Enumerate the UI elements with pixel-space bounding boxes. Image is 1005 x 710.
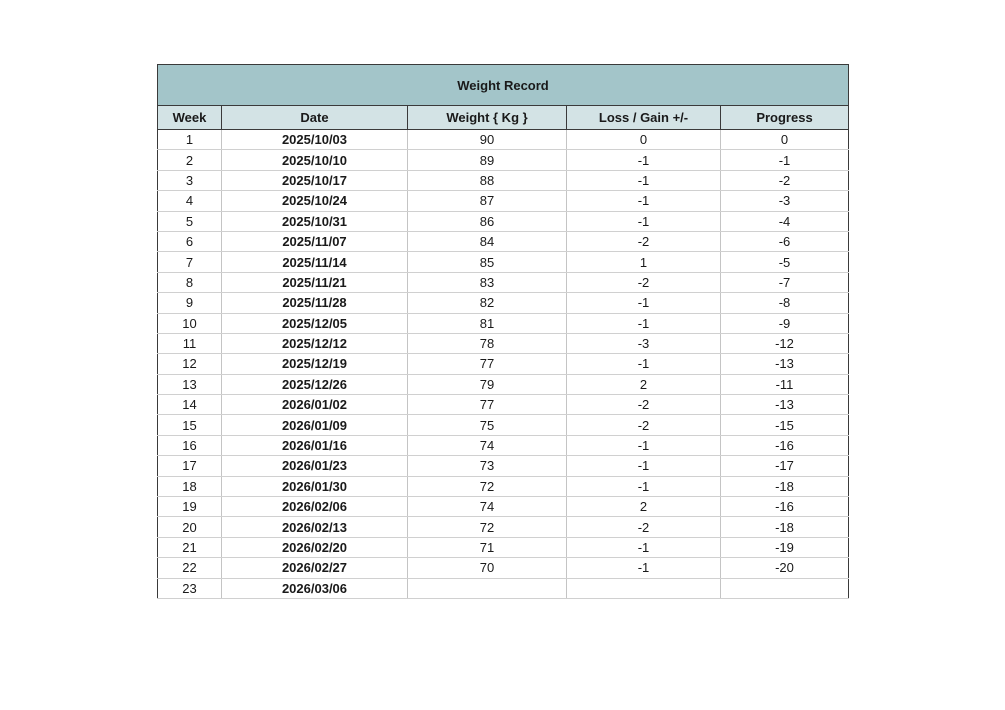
weight-cell: 82 [408, 293, 567, 313]
date-cell: 2025/11/07 [222, 231, 408, 251]
loss-gain-cell: -2 [567, 231, 721, 251]
week-cell: 21 [158, 537, 222, 557]
weight-cell: 85 [408, 252, 567, 272]
weight-record-sheet [157, 64, 848, 599]
date-cell: 2025/12/05 [222, 313, 408, 333]
table-row [158, 435, 849, 455]
week-cell: 14 [158, 395, 222, 415]
table-row [158, 395, 849, 415]
loss-gain-cell: -2 [567, 395, 721, 415]
week-cell: 13 [158, 374, 222, 394]
week-cell: 7 [158, 252, 222, 272]
date-cell: 2026/01/30 [222, 476, 408, 496]
table-body [158, 130, 849, 599]
week-cell: 19 [158, 497, 222, 517]
table-row [158, 272, 849, 292]
loss-gain-cell: -1 [567, 476, 721, 496]
week-cell: 4 [158, 191, 222, 211]
weight-cell: 84 [408, 231, 567, 251]
weight-cell: 78 [408, 333, 567, 353]
date-cell: 2025/10/10 [222, 150, 408, 170]
table-row [158, 313, 849, 333]
date-cell: 2026/01/02 [222, 395, 408, 415]
weight-cell: 81 [408, 313, 567, 333]
week-cell: 1 [158, 130, 222, 150]
week-cell: 2 [158, 150, 222, 170]
weight-cell: 74 [408, 497, 567, 517]
week-cell: 9 [158, 293, 222, 313]
table-row [158, 456, 849, 476]
progress-cell: -16 [721, 435, 849, 455]
weight-cell: 71 [408, 537, 567, 557]
date-cell: 2025/10/24 [222, 191, 408, 211]
table-row [158, 497, 849, 517]
progress-cell: -7 [721, 272, 849, 292]
loss-gain-cell [567, 578, 721, 598]
week-cell: 16 [158, 435, 222, 455]
loss-gain-cell: 2 [567, 497, 721, 517]
week-cell: 3 [158, 170, 222, 190]
week-cell: 8 [158, 272, 222, 292]
loss-gain-cell: -2 [567, 415, 721, 435]
weight-cell [408, 578, 567, 598]
table-row [158, 476, 849, 496]
loss-gain-cell: -1 [567, 150, 721, 170]
weight-cell: 89 [408, 150, 567, 170]
weight-cell: 83 [408, 272, 567, 292]
date-cell: 2025/11/21 [222, 272, 408, 292]
header-row [158, 106, 849, 130]
date-cell: 2025/10/31 [222, 211, 408, 231]
progress-cell: -11 [721, 374, 849, 394]
weight-cell: 90 [408, 130, 567, 150]
progress-cell: -12 [721, 333, 849, 353]
table-row [158, 293, 849, 313]
week-cell: 12 [158, 354, 222, 374]
table-row [158, 415, 849, 435]
progress-cell: -3 [721, 191, 849, 211]
week-cell: 15 [158, 415, 222, 435]
progress-cell: -19 [721, 537, 849, 557]
weight-cell: 70 [408, 558, 567, 578]
date-cell: 2025/10/03 [222, 130, 408, 150]
progress-cell: -2 [721, 170, 849, 190]
title-row [158, 65, 849, 106]
progress-cell: -15 [721, 415, 849, 435]
table-row [158, 252, 849, 272]
table-row [158, 354, 849, 374]
loss-gain-cell: -1 [567, 456, 721, 476]
weight-cell: 87 [408, 191, 567, 211]
date-cell: 2026/02/20 [222, 537, 408, 557]
weight-cell: 88 [408, 170, 567, 190]
date-cell: 2025/10/17 [222, 170, 408, 190]
week-cell: 6 [158, 231, 222, 251]
weight-cell: 86 [408, 211, 567, 231]
loss-gain-cell: -2 [567, 517, 721, 537]
date-cell: 2026/01/23 [222, 456, 408, 476]
progress-cell: -8 [721, 293, 849, 313]
progress-cell: -18 [721, 517, 849, 537]
loss-gain-cell: -1 [567, 211, 721, 231]
column-header-date: Date [222, 106, 408, 130]
table-row [158, 130, 849, 150]
date-cell: 2025/11/28 [222, 293, 408, 313]
table-row [158, 374, 849, 394]
table-row [158, 231, 849, 251]
table-row [158, 517, 849, 537]
table-row [158, 537, 849, 557]
table-row [158, 333, 849, 353]
progress-cell: -1 [721, 150, 849, 170]
date-cell: 2026/02/13 [222, 517, 408, 537]
loss-gain-cell: -1 [567, 435, 721, 455]
weight-cell: 73 [408, 456, 567, 476]
progress-cell: -4 [721, 211, 849, 231]
loss-gain-cell: -1 [567, 354, 721, 374]
table-row [158, 578, 849, 598]
loss-gain-cell: -1 [567, 191, 721, 211]
table-row [158, 211, 849, 231]
weight-cell: 77 [408, 395, 567, 415]
column-header-progress: Progress [721, 106, 849, 130]
progress-cell: 0 [721, 130, 849, 150]
weight-cell: 74 [408, 435, 567, 455]
date-cell: 2025/11/14 [222, 252, 408, 272]
loss-gain-cell: -1 [567, 313, 721, 333]
date-cell: 2025/12/19 [222, 354, 408, 374]
loss-gain-cell: 0 [567, 130, 721, 150]
table-row [158, 150, 849, 170]
table-row [158, 170, 849, 190]
week-cell: 5 [158, 211, 222, 231]
table-title: Weight Record [158, 65, 849, 106]
loss-gain-cell: 1 [567, 252, 721, 272]
week-cell: 17 [158, 456, 222, 476]
week-cell: 10 [158, 313, 222, 333]
progress-cell: -5 [721, 252, 849, 272]
week-cell: 11 [158, 333, 222, 353]
progress-cell [721, 578, 849, 598]
weight-cell: 77 [408, 354, 567, 374]
loss-gain-cell: -1 [567, 537, 721, 557]
progress-cell: -20 [721, 558, 849, 578]
progress-cell: -13 [721, 395, 849, 415]
loss-gain-cell: -3 [567, 333, 721, 353]
table-row [158, 191, 849, 211]
week-cell: 18 [158, 476, 222, 496]
date-cell: 2026/02/06 [222, 497, 408, 517]
date-cell: 2026/03/06 [222, 578, 408, 598]
progress-cell: -18 [721, 476, 849, 496]
loss-gain-cell: -1 [567, 293, 721, 313]
progress-cell: -16 [721, 497, 849, 517]
weight-record-table [157, 64, 849, 599]
progress-cell: -17 [721, 456, 849, 476]
date-cell: 2025/12/12 [222, 333, 408, 353]
week-cell: 22 [158, 558, 222, 578]
loss-gain-cell: -1 [567, 170, 721, 190]
column-header-loss-gain: Loss / Gain +/- [567, 106, 721, 130]
week-cell: 20 [158, 517, 222, 537]
weight-cell: 72 [408, 517, 567, 537]
progress-cell: -9 [721, 313, 849, 333]
progress-cell: -6 [721, 231, 849, 251]
weight-cell: 75 [408, 415, 567, 435]
date-cell: 2025/12/26 [222, 374, 408, 394]
weight-cell: 72 [408, 476, 567, 496]
date-cell: 2026/01/09 [222, 415, 408, 435]
weight-cell: 79 [408, 374, 567, 394]
column-header-weight: Weight { Kg } [408, 106, 567, 130]
column-header-week: Week [158, 106, 222, 130]
progress-cell: -13 [721, 354, 849, 374]
date-cell: 2026/01/16 [222, 435, 408, 455]
loss-gain-cell: -2 [567, 272, 721, 292]
date-cell: 2026/02/27 [222, 558, 408, 578]
loss-gain-cell: -1 [567, 558, 721, 578]
table-row [158, 558, 849, 578]
week-cell: 23 [158, 578, 222, 598]
loss-gain-cell: 2 [567, 374, 721, 394]
